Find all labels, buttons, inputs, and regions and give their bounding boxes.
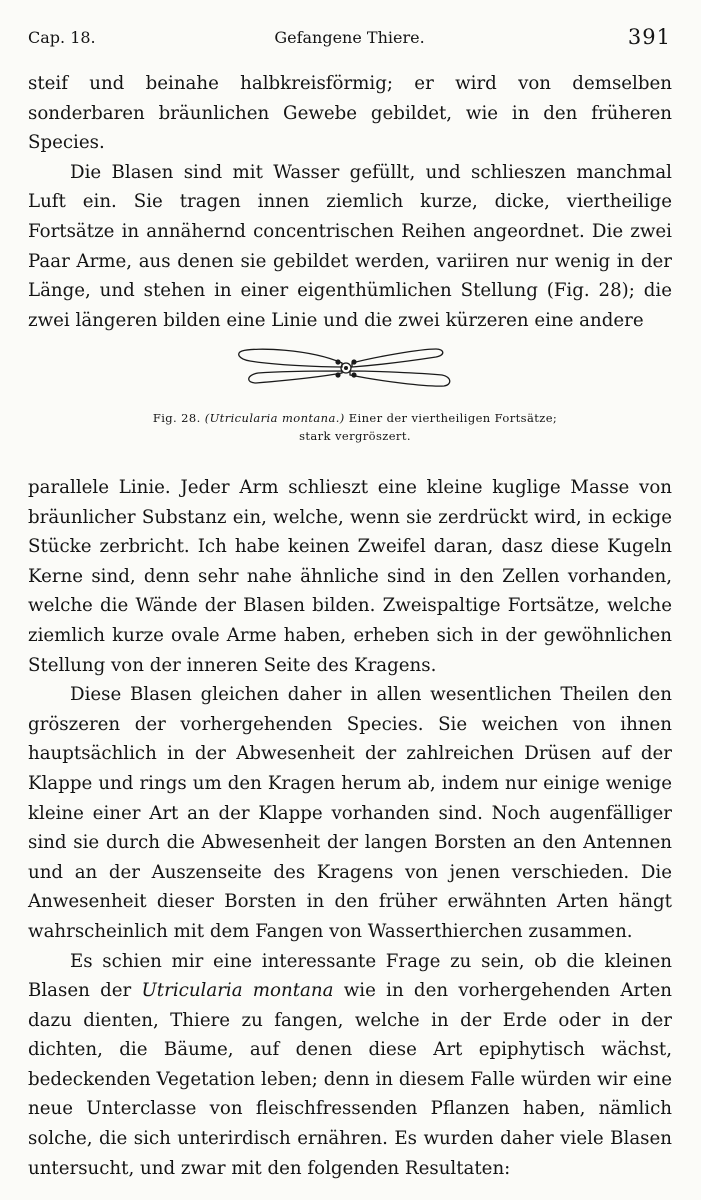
- text-block-top: [28, 69, 672, 335]
- caption-text: Einer der viertheiligen Fortsätze;: [348, 411, 558, 425]
- paragraph: steif und beinahe halbkreisförmig; er wird von demselben sonderbaren bräunlichen Gewebe gebildet, wie in den früheren Species.: [28, 73, 672, 154]
- quadrifid-process-illustration: [230, 341, 460, 397]
- nucleus-dot: [351, 359, 356, 364]
- figure-caption: [110, 409, 600, 445]
- caption-label: Fig. 28.: [152, 411, 201, 425]
- short-arm-right: [352, 349, 443, 367]
- page-number: 391: [627, 25, 671, 49]
- figure-28: [0, 335, 701, 445]
- paragraph: Diese Blasen gleichen daher in allen wesentlichen Theilen den gröszeren der vorhergehenden Species. Sie weichen von ihnen hauptsächlich in der Abwesenheit der zahlreichen Drüsen auf der Klappe und rings um den Kragen herum ab, indem nur einige wenige kleine einer Art an der Klappe vorhanden sind. Noch augenfälliger sind sie durch die Abwesenheit der langen Borsten an den Antennen und an der Auszenseite des Kragens von jenen verschieden. Die Anwesenheit dieser Borsten in den früher erwähnten Arten hängt wahrscheinlich mit dem Fangen von Wasserthierchen zusammen.: [28, 684, 672, 942]
- text-block-bottom: [28, 473, 672, 1183]
- paragraph: [28, 947, 672, 1184]
- chapter-label: Cap. 18.: [28, 28, 96, 47]
- paragraph-text: wie in den vorhergehenden Arten dazu dienten, Thiere zu fangen, welche in der Erde oder in der dichten, die Bäume, auf denen diese Art epiphytisch wächst, bedeckenden Vegetation leben; denn in diesem Falle würden wir eine neue Unterclasse von fleischfressenden Pflanzen haben, nämlich solche, die sich unterirdisch ernähren. Es wurden daher viele Blasen untersucht, und zwar mit den folgenden Resultaten:: [28, 980, 672, 1179]
- caption-text-line2: stark vergröszert.: [299, 429, 411, 443]
- paragraph: parallele Linie. Jeder Arm schlieszt eine kleine kuglige Masse von bräunlicher Substanz ein, welche, wenn sie zerdrückt wird, in eckige Stücke zerbricht. Ich habe keinen Zweifel daran, dasz diese Kugeln Kerne sind, denn sehr nahe ähnliche sind in den Zellen vorhanden, welche die Wände der Blasen bilden. Zweispaltige Fortsätze, welche ziemlich kurze ovale Arme haben, erheben sich in der gewöhnlichen Stellung von der inneren Seite des Kragens.: [28, 477, 672, 676]
- center-dot: [344, 366, 348, 370]
- paragraph-text: Es schien mir eine interessante Frage zu sein, ob die kleinen Blasen der: [28, 950, 672, 1002]
- species-name: Utricularia montana: [141, 980, 334, 1002]
- long-arm-right: [350, 371, 450, 386]
- caption-species: (Utricularia montana.): [204, 411, 345, 425]
- paragraph: Die Blasen sind mit Wasser gefüllt, und schlieszen manchmal Luft ein. Sie tragen innen ziemlich kurze, dicke, viertheilige Fortsätze in annähernd concentrischen Reihen angeordnet. Die zwei Paar Arme, aus denen sie gebildet werden, variiren nur wenig in der Länge, und stehen in einer eigenthümlichen Stellung (Fig. 28); die zwei längeren bilden eine Linie und die zwei kürzeren eine andere: [28, 161, 672, 331]
- long-arm-left: [239, 349, 342, 367]
- running-title: Gefangene Thiere.: [274, 28, 425, 47]
- nucleus-dot: [335, 359, 340, 364]
- nucleus-dot: [335, 372, 340, 377]
- running-header: [28, 25, 671, 54]
- nucleus-dot: [351, 372, 356, 377]
- short-arm-left: [249, 371, 342, 383]
